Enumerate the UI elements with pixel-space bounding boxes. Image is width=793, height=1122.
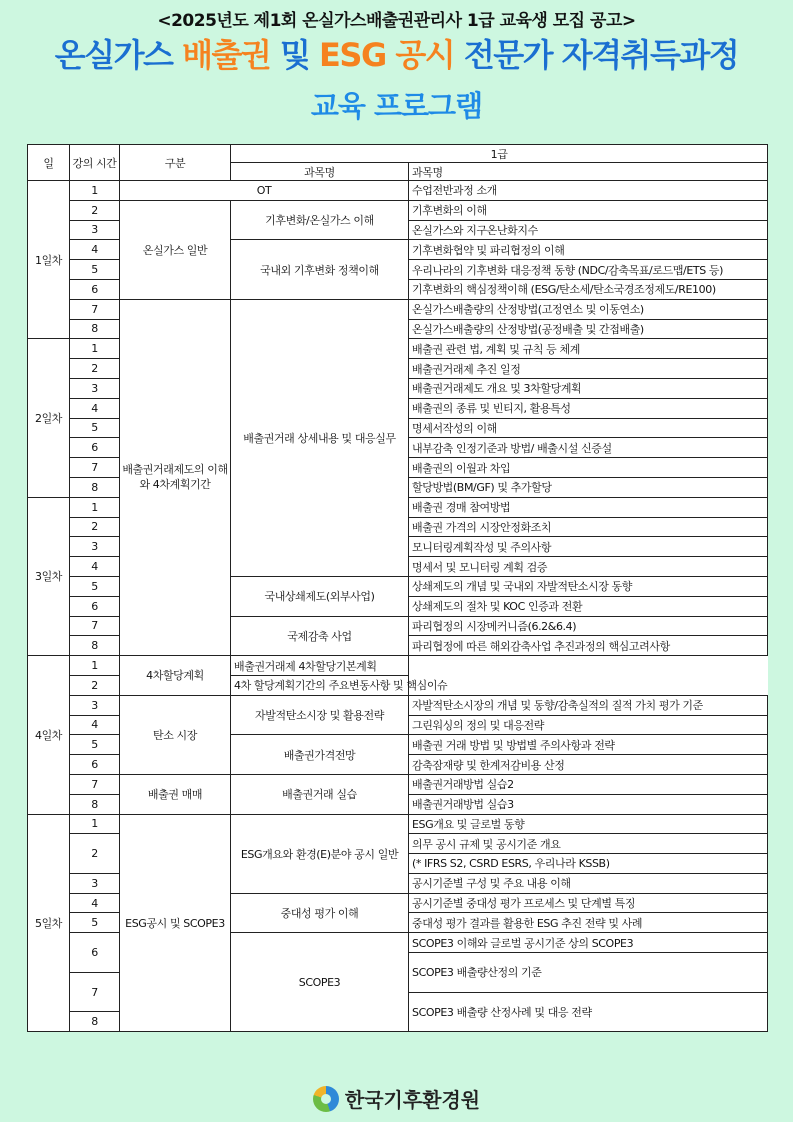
time-cell: 4	[70, 715, 120, 735]
time-cell: 1	[70, 656, 120, 676]
time-cell: 8	[70, 636, 120, 656]
subject-cell: 상쇄제도의 절차 및 KOC 인증과 전환	[409, 596, 768, 616]
time-cell: 1	[70, 181, 120, 201]
category-cell: OT	[120, 181, 409, 201]
time-cell: 3	[70, 220, 120, 240]
subject-cell: 기후변화협약 및 파리협정의 이해	[409, 240, 768, 260]
group-cell: 4차할당계획	[120, 656, 231, 696]
time-cell: 3	[70, 537, 120, 557]
time-cell: 8	[70, 1012, 120, 1032]
header-level: 1급	[231, 145, 768, 163]
time-cell: 7	[70, 616, 120, 636]
time-cell: 2	[70, 359, 120, 379]
time-cell: 5	[70, 576, 120, 596]
subject-cell: 공시기준별 구성 및 주요 내용 이해	[409, 873, 768, 893]
time-cell: 4	[70, 240, 120, 260]
subject-cell: 그린워싱의 정의 및 대응전략	[409, 715, 768, 735]
time-cell: 2	[70, 200, 120, 220]
subject-cell: SCOPE3 배출량 산정사례 및 대응 전략	[409, 992, 768, 1032]
category-cell: 배출권거래제도의 이해와 4차계획기간	[120, 299, 231, 655]
time-cell: 7	[70, 972, 120, 1012]
header-category: 구분	[120, 145, 231, 181]
subject-cell: 명세서작성의 이해	[409, 418, 768, 438]
time-cell: 8	[70, 319, 120, 339]
time-cell: 6	[70, 596, 120, 616]
time-cell: 1	[70, 814, 120, 834]
subject-cell: 온실가스와 지구온난화지수	[409, 220, 768, 240]
time-cell: 1	[70, 339, 120, 359]
subject-cell: 배출권거래방법 실습2	[409, 774, 768, 794]
subject-cell-note: (* IFRS S2, CSRD ESRS, 우리나라 KSSB)	[409, 854, 768, 874]
subject-cell: 공시기준별 중대성 평가 프로세스 및 단계별 특징	[409, 893, 768, 913]
time-cell: 6	[70, 755, 120, 775]
time-cell: 5	[70, 260, 120, 280]
header-time: 강의 시간	[70, 145, 120, 181]
curriculum-table	[27, 144, 768, 1032]
subject-cell: 배출권의 종류 및 빈티지, 활용특성	[409, 398, 768, 418]
group-cell: 자발적탄소시장 및 활용전략	[231, 695, 409, 735]
time-cell: 8	[70, 794, 120, 814]
time-cell: 6	[70, 933, 120, 973]
subject-cell: 배출권의 이월과 차입	[409, 458, 768, 478]
title-part-2: 배출권	[182, 36, 271, 74]
program-subtitle: 교육 프로그램	[310, 89, 483, 123]
time-cell: 3	[70, 378, 120, 398]
subject-cell: 온실가스배출량의 산정방법(고정연소 및 이동연소)	[409, 299, 768, 319]
title-part-1: 온실가스	[54, 36, 183, 74]
subject-cell: 모니터링계획작성 및 주의사항	[409, 537, 768, 557]
time-cell: 6	[70, 279, 120, 299]
footer	[0, 1084, 793, 1113]
group-cell: ESG개요와 환경(E)분야 공시 일반	[231, 814, 409, 893]
subject-cell: 감축잠재량 및 한계저감비용 산정	[409, 755, 768, 775]
subject-cell: 온실가스배출량의 산정방법(공정배출 및 간접배출)	[409, 319, 768, 339]
group-cell: 국내외 기후변화 정책이해	[231, 240, 409, 299]
subject-cell: 우리나라의 기후변화 대응정책 동향 (NDC/감축목표/로드맵/ETS 등)	[409, 260, 768, 280]
subject-cell: 배출권거래제 추진 일정	[409, 359, 768, 379]
group-cell: 국내상쇄제도(외부사업)	[231, 576, 409, 616]
time-cell: 2	[70, 834, 120, 874]
subject-cell: 4차 할당계획기간의 주요변동사항 및 핵심이슈	[231, 675, 409, 695]
subject-cell: 기후변화의 핵심정책이해 (ESG/탄소세/탄소국경조정제도/RE100)	[409, 279, 768, 299]
time-cell: 1	[70, 497, 120, 517]
subject-cell: 배출권거래제도 개요 및 3차할당계획	[409, 378, 768, 398]
time-cell: 2	[70, 517, 120, 537]
subject-cell: 파리협정의 시장메커니즘(6.2&6.4)	[409, 616, 768, 636]
time-cell: 5	[70, 913, 120, 933]
program-title	[0, 30, 793, 76]
title-part-4: ESG 공시	[319, 36, 455, 74]
header-day: 일	[28, 145, 70, 181]
title-part-5: 전문가 자격취득과정	[454, 36, 739, 74]
category-cell: 배출권 매매	[120, 774, 231, 814]
org-name: 한국기후환경원	[344, 1088, 481, 1112]
subject-cell: 배출권 거래 방법 및 방법별 주의사항과 전략	[409, 735, 768, 755]
day-cell: 3일차	[28, 497, 70, 655]
time-cell: 5	[70, 735, 120, 755]
time-cell: 3	[70, 695, 120, 715]
day-cell: 2일차	[28, 339, 70, 497]
subject-cell: 배출권 관련 법, 계획 및 규칙 등 체계	[409, 339, 768, 359]
subject-cell: 기후변화의 이해	[409, 200, 768, 220]
category-cell: 온실가스 일반	[120, 200, 231, 299]
group-cell: 배출권거래 실습	[231, 774, 409, 814]
group-cell: 배출권가격전망	[231, 735, 409, 775]
subject-cell: ESG개요 및 글로벌 동향	[409, 814, 768, 834]
group-cell: 국제감축 사업	[231, 616, 409, 656]
day-cell: 4일차	[28, 656, 70, 814]
category-cell: 탄소 시장	[120, 695, 231, 774]
group-cell: 기후변화/온실가스 이해	[231, 200, 409, 240]
time-cell: 4	[70, 893, 120, 913]
time-cell: 2	[70, 675, 120, 695]
subject-cell: 배출권 경매 참여방법	[409, 497, 768, 517]
subject-cell: 자발적탄소시장의 개념 및 동향/감축실적의 질적 가치 평가 기준	[409, 695, 768, 715]
time-cell: 8	[70, 477, 120, 497]
notice-subtitle: <2025년도 제1회 온실가스배출권관리사 1급 교육생 모집 공고>	[157, 11, 636, 31]
time-cell: 4	[70, 557, 120, 577]
subject-cell: 배출권거래방법 실습3	[409, 794, 768, 814]
subject-cell: 명세서 및 모니터링 계획 검증	[409, 557, 768, 577]
subject-cell: 배출권 가격의 시장안정화조치	[409, 517, 768, 537]
org-logo-icon	[313, 1086, 339, 1112]
title-part-3: 및	[270, 36, 320, 74]
time-cell: 7	[70, 299, 120, 319]
time-cell: 5	[70, 418, 120, 438]
subject-cell: 수업전반과정 소개	[409, 181, 768, 201]
time-cell: 3	[70, 873, 120, 893]
group-cell: 배출권거래 상세내용 및 대응실무	[231, 299, 409, 576]
header-subject: 과목명	[409, 163, 768, 181]
subject-cell: 상쇄제도의 개념 및 국내외 자발적탄소시장 동향	[409, 576, 768, 596]
time-cell: 4	[70, 398, 120, 418]
subject-cell: 파리협정에 따른 해외감축사업 추진과정의 핵심고려사항	[409, 636, 768, 656]
time-cell: 7	[70, 458, 120, 478]
time-cell: 7	[70, 774, 120, 794]
subject-cell: 배출권거래제 4차할당기본계획	[231, 656, 409, 676]
subject-cell: 내부감축 인정기준과 방법/ 배출시설 신증설	[409, 438, 768, 458]
subject-cell: 의무 공시 규제 및 공시기준 개요	[409, 834, 768, 854]
subject-cell: SCOPE3 이해와 글로벌 공시기준 상의 SCOPE3	[409, 933, 768, 953]
header-subject-group: 과목명	[231, 163, 409, 181]
subject-cell: SCOPE3 배출량산정의 기준	[409, 953, 768, 993]
time-cell: 6	[70, 438, 120, 458]
subject-cell: 할당방법(BM/GF) 및 추가할당	[409, 477, 768, 497]
group-cell: SCOPE3	[231, 933, 409, 1032]
group-cell: 중대성 평가 이해	[231, 893, 409, 933]
category-cell: ESG공시 및 SCOPE3	[120, 814, 231, 1032]
day-cell: 1일차	[28, 181, 70, 339]
day-cell: 5일차	[28, 814, 70, 1032]
subject-cell: 중대성 평가 결과를 활용한 ESG 추진 전략 및 사례	[409, 913, 768, 933]
